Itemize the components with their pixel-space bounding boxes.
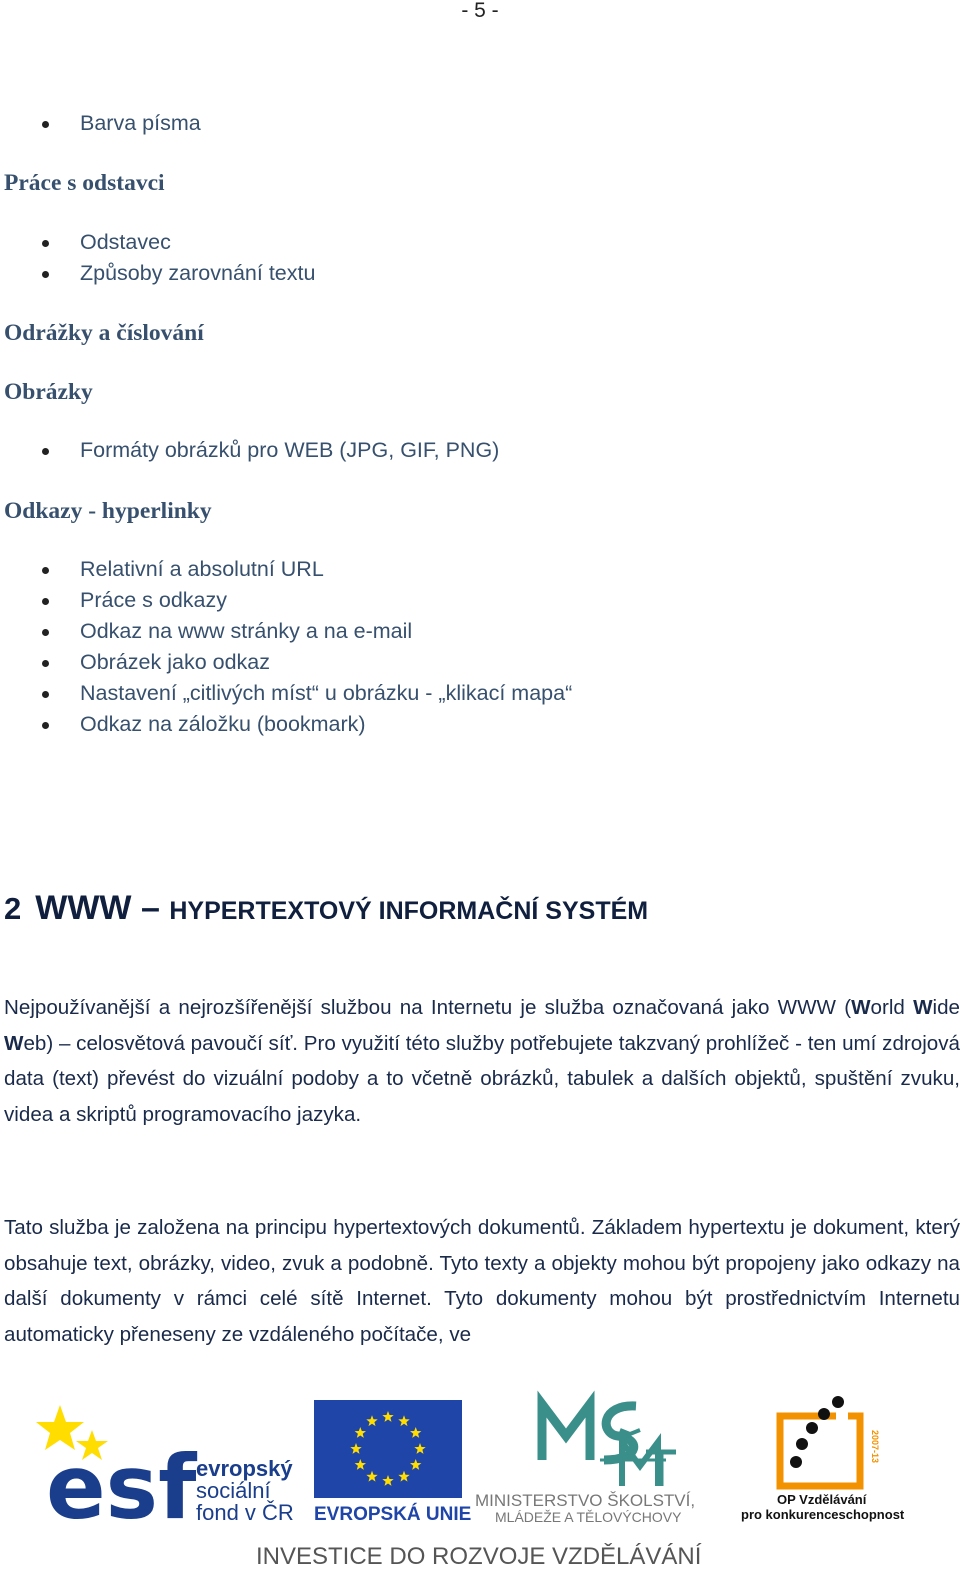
heading-odrazky: Odrážky a číslování bbox=[4, 320, 204, 346]
list-item: Práce s odkazy bbox=[0, 585, 960, 616]
op-line-2: pro konkurenceschopnost bbox=[741, 1507, 905, 1522]
text-span: Pro využití této služby potřebujete takzvaný prohlížeč - ten umí zdrojová data (text) převést do vizuální podoby a to včetně obrázků, tabulek a dalších objektů, spuštění zvuku, videa a skriptů programovacího jazyka. bbox=[4, 1031, 960, 1126]
heading-obrazky: Obrázky bbox=[4, 379, 93, 405]
paragraph-www bbox=[4, 990, 960, 1132]
eu-logo bbox=[314, 1400, 471, 1525]
heading-odkazy: Odkazy - hyperlinky bbox=[4, 498, 212, 524]
chapter-heading bbox=[4, 886, 648, 934]
esf-line-3: fond v ČR bbox=[196, 1500, 294, 1525]
list-item: Způsoby zarovnání textu bbox=[0, 258, 960, 289]
op-dot-icon bbox=[832, 1396, 844, 1408]
investice-caption: INVESTICE DO ROZVOJE VZDĚLÁVÁNÍ bbox=[256, 1543, 702, 1568]
list-item: Barva písma bbox=[0, 108, 960, 139]
list-odstavce bbox=[0, 227, 960, 289]
list-item: Nastavení „citlivých míst“ u obrázku - „klikací mapa“ bbox=[0, 678, 960, 709]
list-item: Obrázek jako odkaz bbox=[0, 647, 960, 678]
chapter-www: WWW bbox=[35, 889, 132, 927]
chapter-title: HYPERTEXTOVÝ INFORMAČNÍ SYSTÉM bbox=[169, 897, 649, 925]
esf-line-1: evropský bbox=[196, 1456, 293, 1481]
op-dot-icon bbox=[790, 1456, 802, 1468]
list-item: Odkaz na záložku (bookmark) bbox=[0, 709, 960, 740]
op-line-1: OP Vzdělávání bbox=[777, 1492, 867, 1507]
chapter-dash: – bbox=[131, 889, 170, 927]
bold-letter: W bbox=[851, 996, 871, 1019]
msmt-line-2: MLÁDEŽE A TĚLOVÝCHOVY bbox=[495, 1509, 682, 1525]
esf-line-2: sociální bbox=[196, 1478, 271, 1503]
list-obrazky bbox=[0, 435, 960, 466]
logo-bar bbox=[0, 1390, 960, 1568]
footer-logos bbox=[0, 1390, 960, 1568]
op-logo bbox=[741, 1396, 905, 1522]
text-span: ide bbox=[932, 996, 960, 1019]
text-span: orld bbox=[870, 996, 914, 1019]
msmt-m2-icon bbox=[622, 1442, 658, 1486]
list-item: Odkaz na www stránky a na e-mail bbox=[0, 616, 960, 647]
list-item: Formáty obrázků pro WEB (JPG, GIF, PNG) bbox=[0, 435, 960, 466]
list-odkazy bbox=[0, 554, 960, 740]
op-dot-icon bbox=[806, 1422, 818, 1434]
msmt-logo bbox=[475, 1404, 695, 1525]
list-item: Relativní a absolutní URL bbox=[0, 554, 960, 585]
text-span: Nejpoužívanější a nejrozšířenější službou na Internetu je služba označovaná jako WWW ( bbox=[4, 996, 852, 1019]
op-dot-icon bbox=[796, 1438, 808, 1450]
bold-letter: W bbox=[913, 996, 933, 1019]
heading-odstavce: Práce s odstavci bbox=[4, 170, 165, 196]
paragraph-hypertext: Tato služba je založena na principu hypertextových dokumentů. Základem hypertextu je dokument, který obsahuje text, obrázky, video, zvuk a podobně. Tyto texty a objekty mohou být propojeny jako odkazy na další dokumenty v rámci celé sítě Internet. Tyto dokumenty mohou být prostřednictvím Internetu automaticky přeneseny ze vzdáleného počítače, ve bbox=[4, 1216, 960, 1346]
op-frame bbox=[780, 1416, 860, 1486]
msmt-m-icon bbox=[542, 1404, 590, 1460]
eu-label: EVROPSKÁ UNIE bbox=[314, 1504, 472, 1525]
esf-logo bbox=[36, 1400, 300, 1539]
esf-letters: esf bbox=[46, 1436, 197, 1539]
bold-letter: W bbox=[4, 1031, 24, 1055]
text-span: eb) – celosvětová pavoučí síť. bbox=[23, 1031, 304, 1055]
chapter-number: 2 bbox=[4, 891, 22, 926]
list-top bbox=[0, 108, 960, 139]
list-item: Odstavec bbox=[0, 227, 960, 258]
msmt-line-1: MINISTERSTVO ŠKOLSTVÍ, bbox=[475, 1491, 696, 1510]
page-number: - 5 - bbox=[461, 0, 499, 22]
op-dot-icon bbox=[818, 1408, 830, 1420]
op-years: 2007-13 bbox=[870, 1430, 880, 1464]
